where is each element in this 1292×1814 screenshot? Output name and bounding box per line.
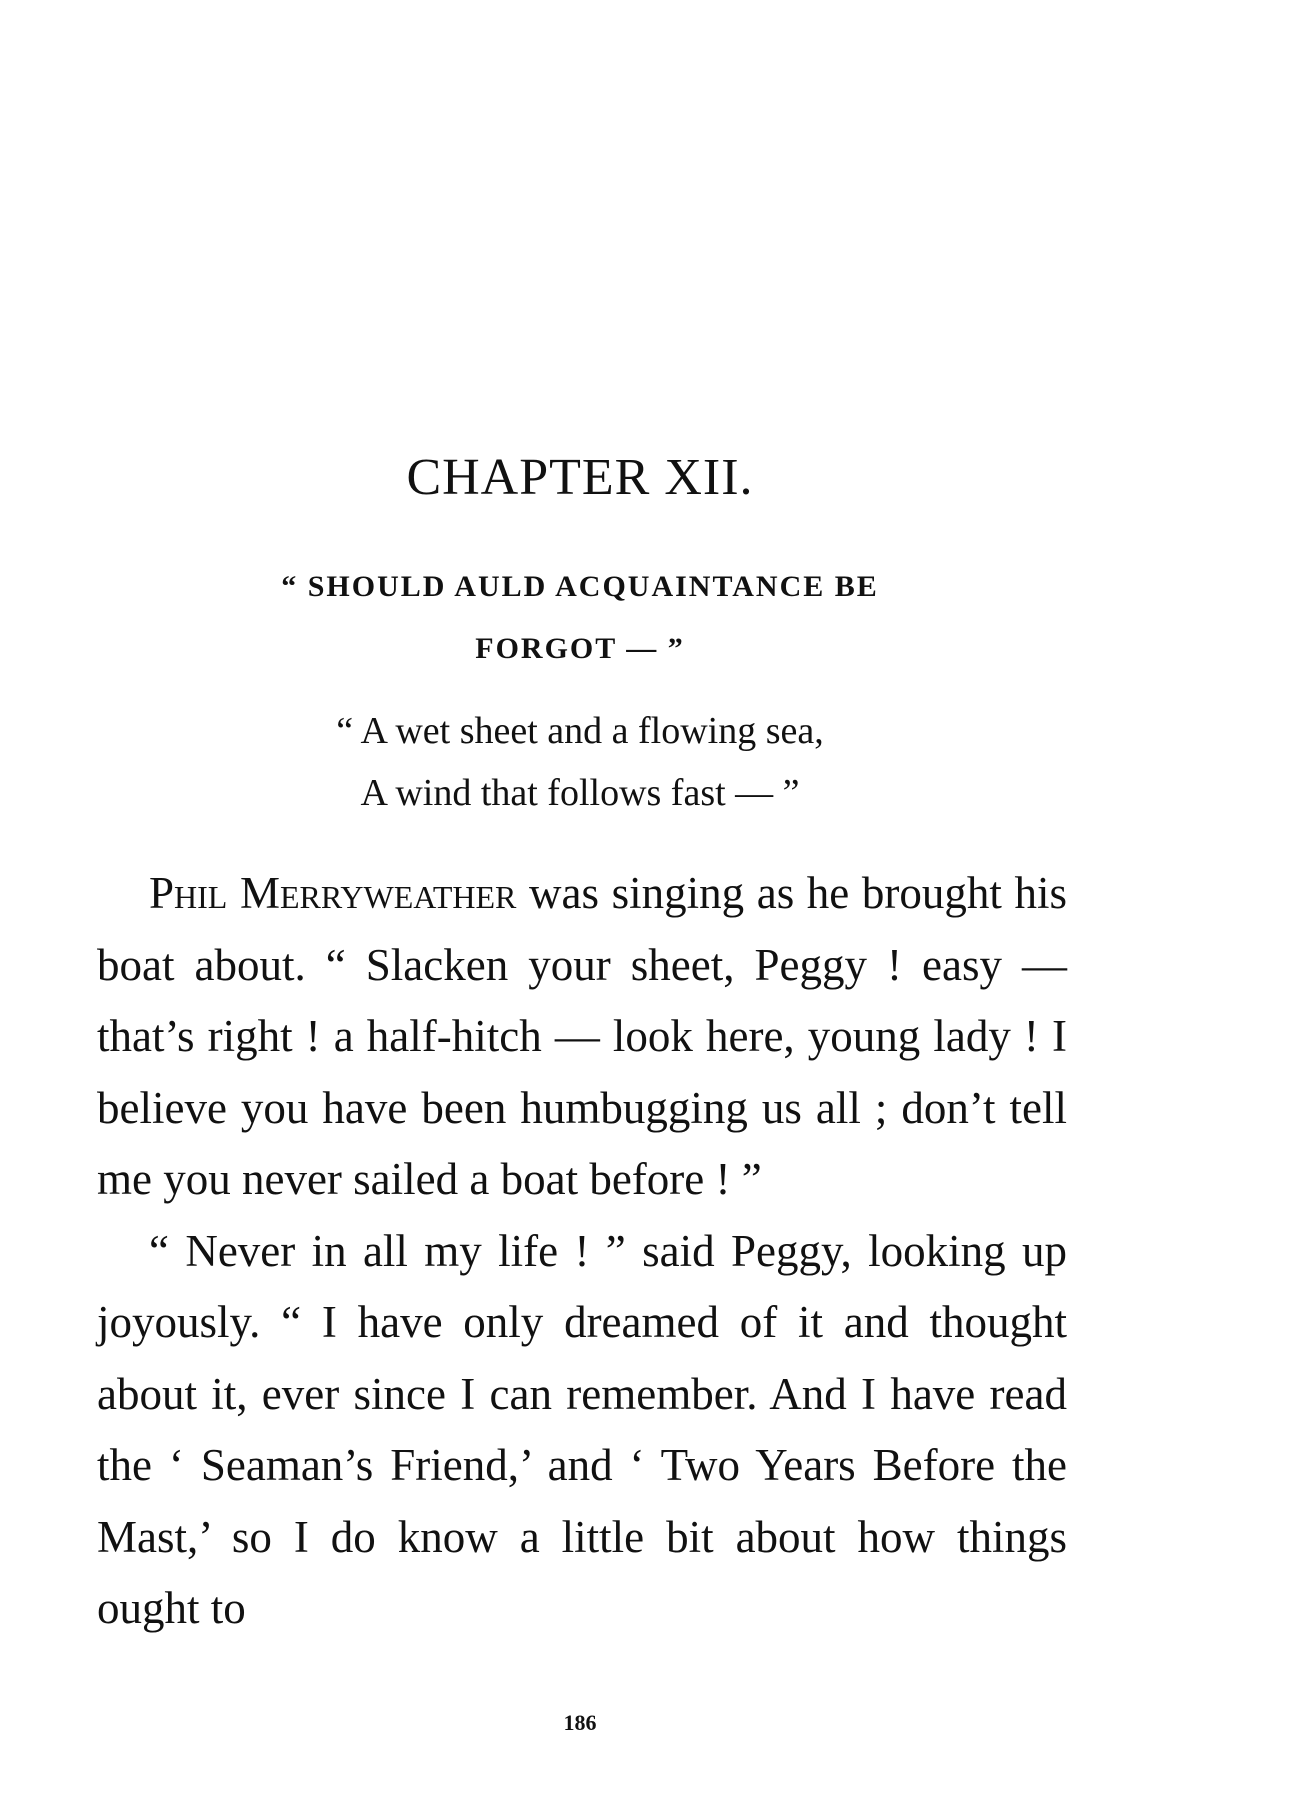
epigraph (0, 700, 1160, 824)
body-text (97, 858, 1067, 1645)
paragraph-2: “ Never in all my life ! ” said Peggy, looking up joyously. “ I have only dreamed of it and thought about it, ever since I can remember. And I have read the ‘ Seaman’s Friend,’ and ‘ Two Years Before the Mast,’ so I do know a little bit about how things ought to (97, 1225, 1067, 1633)
paragraph-1-text: was singing as he brought his boat about. “ Slacken your sheet, Peggy ! easy — that’s right ! a half-hitch — look here, young lady ! I believe you have been humbugging us all ; don’t tell me you never sailed a boat before ! ” (97, 868, 1067, 1204)
epigraph-line-2: A wind that follows fast — ” (360, 772, 800, 814)
epigraph-line-1: “ A wet sheet and a flowing sea, (336, 710, 824, 752)
chapter-subtitle-line-2: FORGOT — ” (475, 632, 685, 665)
chapter-subtitle-line-1: “ SHOULD AULD ACQUAINTANCE BE (281, 570, 879, 603)
chapter-subtitle (0, 556, 1160, 680)
page-number: 186 (563, 1710, 597, 1735)
chapter-title: CHAPTER XII. (406, 449, 754, 506)
paragraph-1 (97, 858, 1067, 1216)
character-name: Phil Merryweather (149, 868, 517, 918)
